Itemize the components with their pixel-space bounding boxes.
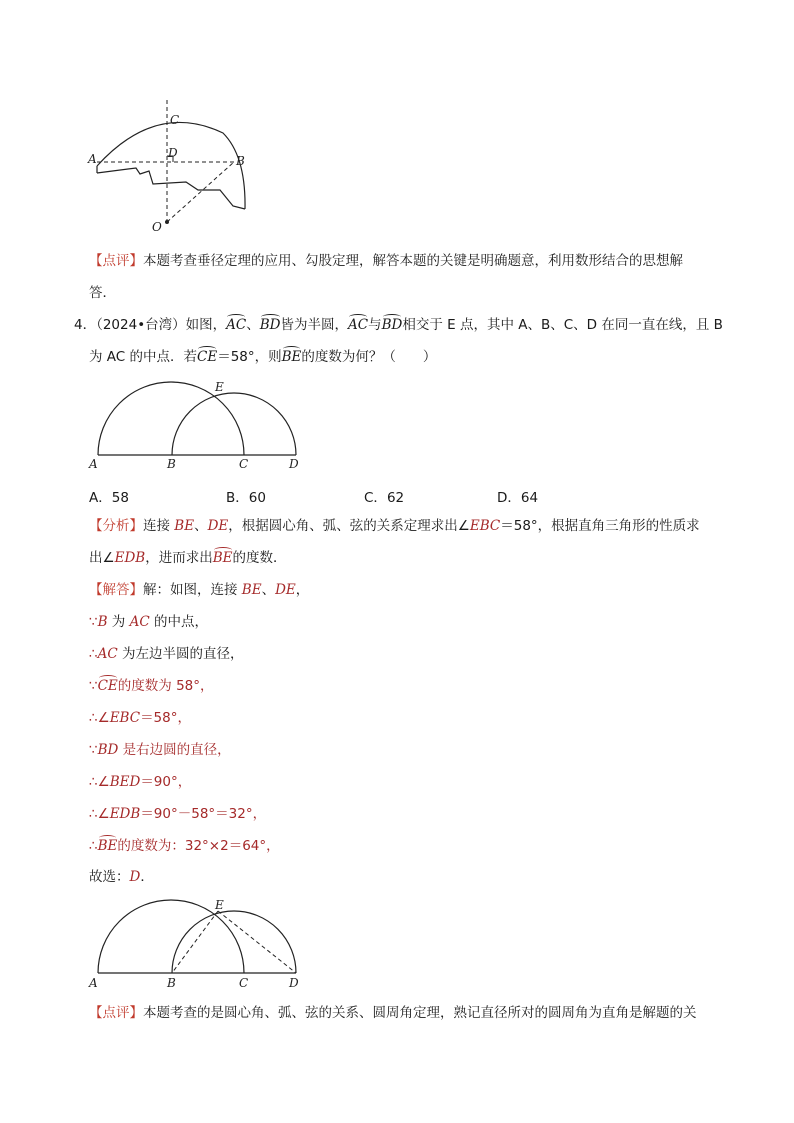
fig2-label-b: B xyxy=(167,976,176,990)
step1-text-a: 为 xyxy=(107,614,130,630)
fig2-label-d: D xyxy=(289,976,299,990)
option-b-value: 60 xyxy=(248,490,266,506)
analysis-var-be: BE xyxy=(174,518,195,534)
step8-text: 的度数为：32°×2＝64°， xyxy=(117,838,280,854)
option-c xyxy=(364,486,404,506)
analysis-var-de: DE xyxy=(207,518,229,534)
answer-step2 xyxy=(89,645,243,663)
step1-text-b: 的中点， xyxy=(149,614,208,630)
fig1-label-c: C xyxy=(239,457,249,471)
choice-end: ． xyxy=(140,869,154,885)
answer-choice xyxy=(89,868,154,886)
question-source: （2024•台湾） xyxy=(96,317,186,333)
analysis-text-2a: 出∠ xyxy=(89,550,115,566)
arc-ac-2: AC xyxy=(348,317,369,333)
step1-var2: AC xyxy=(129,614,150,630)
analysis-text-1b: ，根据圆心角、弧、弦的关系定理求出∠ xyxy=(228,518,470,534)
step5-sym: ∵ xyxy=(89,742,98,758)
step2-sym: ∴ xyxy=(89,646,98,662)
option-c-value: 62 xyxy=(386,490,405,506)
step3-arc: CE xyxy=(97,678,118,694)
comment1-line2 xyxy=(89,284,116,302)
step1-var: B xyxy=(97,614,108,630)
comment1-line1 xyxy=(89,252,683,270)
answer-sep: 、 xyxy=(261,582,276,598)
option-a xyxy=(89,486,129,506)
step6-sym: ∴∠ xyxy=(89,774,110,790)
answer-intro-text: 解：如图，连接 xyxy=(143,582,242,598)
fig1-label-d: D xyxy=(289,457,299,471)
step3-sym: ∵ xyxy=(89,678,98,694)
step4-var: EBC xyxy=(109,710,141,726)
analysis-arc-be: BE xyxy=(212,550,233,566)
step6-var: BED xyxy=(109,774,141,790)
answer-step8 xyxy=(89,837,280,855)
arc-ce-q: CE xyxy=(197,349,218,365)
answer-step7 xyxy=(89,805,266,823)
choice-value: D xyxy=(129,869,141,885)
option-c-letter: C． xyxy=(364,490,387,506)
analysis-line2 xyxy=(89,549,287,567)
comment2-line xyxy=(89,1004,697,1022)
semicircle-figure-2 xyxy=(86,893,311,993)
question-line1 xyxy=(74,316,723,334)
question-sep: 、 xyxy=(246,317,260,333)
top-label-d: D xyxy=(168,146,178,160)
analysis-tag: 【分析】 xyxy=(89,518,143,534)
arc-ac-1: AC xyxy=(226,317,247,333)
question-number: 4． xyxy=(74,317,97,333)
option-b xyxy=(226,486,266,506)
step7-var: EDB xyxy=(109,806,141,822)
comment1-tag: 【点评】 xyxy=(89,253,143,269)
choice-label: 故选： xyxy=(89,869,130,885)
question-text-1a: 如图， xyxy=(185,317,227,333)
option-d-value: 64 xyxy=(520,490,539,506)
comment1-text-2: 答． xyxy=(89,285,116,301)
step5-text: 是右边圆的直径， xyxy=(118,742,231,758)
step1-sym: ∵ xyxy=(89,614,98,630)
analysis-text-1c: ＝58°，根据直角三角形的性质求 xyxy=(500,518,700,534)
analysis-text-2b: ，进而求出 xyxy=(145,550,213,566)
arc-be-q: BE xyxy=(281,349,302,365)
option-d xyxy=(497,486,538,506)
step6-text: ＝90°， xyxy=(140,774,192,790)
arc-bd-2: BD xyxy=(381,317,403,333)
question-text-1b: 皆为半圆， xyxy=(280,317,349,333)
question-line2 xyxy=(89,348,436,366)
step7-text: ＝90°－58°＝32°， xyxy=(140,806,267,822)
analysis-sep: 、 xyxy=(194,518,208,534)
step4-text: ＝58°， xyxy=(140,710,191,726)
answer-step6 xyxy=(89,773,191,791)
top-label-o: O xyxy=(152,220,162,234)
step5-var: BD xyxy=(97,742,119,758)
geometry-figure-top xyxy=(86,96,256,241)
step8-sym: ∴ xyxy=(89,838,98,854)
analysis-text-1a: 连接 xyxy=(143,518,175,534)
step3-text: 的度数为 58°， xyxy=(117,678,214,694)
answer-var-be: BE xyxy=(241,582,262,598)
fig2-label-a: A xyxy=(89,976,98,990)
option-d-letter: D． xyxy=(497,490,521,506)
option-a-value: 58 xyxy=(111,490,129,506)
arc-bd-1: BD xyxy=(259,317,281,333)
answer-tag: 【解答】 xyxy=(89,582,143,598)
step4-sym: ∴∠ xyxy=(89,710,110,726)
comment1-text-1: 本题考查垂径定理的应用、勾股定理，解答本题的关键是明确题意，利用数形结合的思想解 xyxy=(143,253,683,269)
step8-arc: BE xyxy=(97,838,118,854)
answer-intro xyxy=(89,581,309,599)
question-text-2b: ＝58°，则 xyxy=(217,349,282,365)
comment2-text: 本题考查的是圆心角、弧、弦的关系、圆周角定理，熟记直径所对的圆周角为直角是解题的关 xyxy=(143,1005,697,1021)
semicircle-figure-1 xyxy=(86,372,311,472)
question-text-2a: 为 AC 的中点．若 xyxy=(89,349,198,365)
option-b-letter: B． xyxy=(226,490,249,506)
top-label-c: C xyxy=(170,113,180,127)
answer-intro-end: ， xyxy=(295,582,310,598)
top-label-b: B xyxy=(236,154,245,168)
option-a-letter: A． xyxy=(89,490,112,506)
answer-step3 xyxy=(89,677,214,695)
fig1-label-e: E xyxy=(215,380,224,394)
step2-var: AC xyxy=(97,646,118,662)
fig1-label-a: A xyxy=(89,457,98,471)
comment2-tag: 【点评】 xyxy=(89,1005,143,1021)
fig2-label-e: E xyxy=(215,898,224,912)
answer-var-de: DE xyxy=(275,582,296,598)
fig2-label-c: C xyxy=(239,976,249,990)
question-text-1d: 相交于 E 点，其中 A、B、C、D 在同一直在线，且 B xyxy=(402,317,723,333)
answer-step4 xyxy=(89,709,191,727)
answer-step1 xyxy=(89,613,208,631)
analysis-var-edb: EDB xyxy=(114,550,146,566)
step2-text: 为左边半圆的直径， xyxy=(117,646,244,662)
analysis-line1 xyxy=(89,517,700,535)
analysis-text-2c: 的度数． xyxy=(232,550,287,566)
analysis-var-ebc: EBC xyxy=(469,518,501,534)
step7-sym: ∴∠ xyxy=(89,806,110,822)
answer-step5 xyxy=(89,741,231,759)
top-label-a: A xyxy=(88,152,97,166)
question-text-2c: 的度数为何？（ ） xyxy=(301,349,437,365)
question-text-1c: 与 xyxy=(368,317,382,333)
fig1-label-b: B xyxy=(167,457,176,471)
